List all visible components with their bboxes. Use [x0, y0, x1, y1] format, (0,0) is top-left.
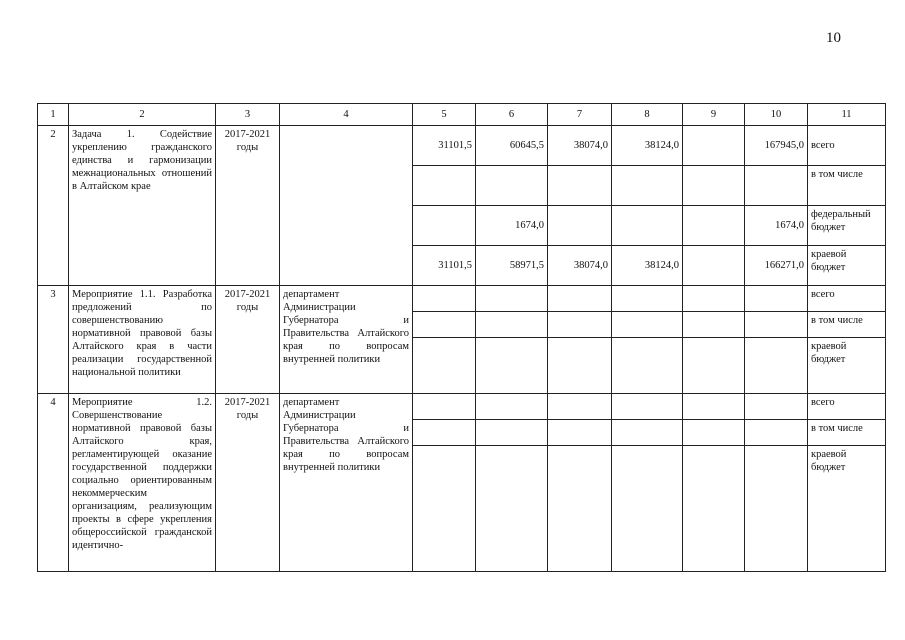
value-cell — [683, 166, 745, 206]
value-cell — [548, 206, 612, 246]
value-cell — [476, 420, 548, 446]
value-cell: 167945,0 — [745, 126, 808, 166]
executor — [280, 126, 413, 286]
measure-name: Мероприятие 1.2. Совершенствование нормативной правовой базы Алтайского края, регламентирующей оказание государственной поддержки социально ориентированным некоммерческим организациям, реализующим проекты в сфере укрепления общероссийской гражданской идентично- — [69, 394, 216, 572]
header-cell: 9 — [683, 104, 745, 126]
value-cell — [476, 394, 548, 420]
value-cell — [476, 312, 548, 338]
value-cell — [476, 446, 548, 572]
value-cell — [548, 394, 612, 420]
header-cell: 6 — [476, 104, 548, 126]
value-cell — [476, 286, 548, 312]
value-cell — [548, 166, 612, 206]
funding-source: всего — [808, 394, 886, 420]
value-cell — [745, 166, 808, 206]
header-cell: 3 — [216, 104, 280, 126]
table-row — [38, 394, 886, 420]
value-cell — [745, 420, 808, 446]
value-cell — [548, 338, 612, 394]
value-cell — [612, 446, 683, 572]
value-cell — [548, 312, 612, 338]
value-cell: 38074,0 — [548, 126, 612, 166]
value-cell: 1674,0 — [476, 206, 548, 246]
value-cell: 38124,0 — [612, 126, 683, 166]
header-cell: 11 — [808, 104, 886, 126]
funding-source: в том числе — [808, 420, 886, 446]
value-cell — [548, 286, 612, 312]
row-number: 3 — [38, 286, 69, 394]
value-cell — [683, 286, 745, 312]
value-cell — [683, 394, 745, 420]
funding-source: всего — [808, 126, 886, 166]
funding-source: краевой бюджет — [808, 246, 886, 286]
value-cell — [683, 446, 745, 572]
funding-source: федеральный бюджет — [808, 206, 886, 246]
funding-source: краевой бюджет — [808, 338, 886, 394]
row-number: 4 — [38, 394, 69, 572]
value-cell — [548, 420, 612, 446]
value-cell — [745, 312, 808, 338]
funding-source: краевой бюджет — [808, 446, 886, 572]
funding-source: в том числе — [808, 166, 886, 206]
value-cell — [612, 420, 683, 446]
executor: департамент Администрации Губернатора и Правительства Алтайского края по вопросам внутренней политики — [280, 394, 413, 572]
funding-source: в том числе — [808, 312, 886, 338]
header-cell: 5 — [413, 104, 476, 126]
value-cell — [413, 420, 476, 446]
executor: департамент Администрации Губернатора и Правительства Алтайского края по вопросам внутренней политики — [280, 286, 413, 394]
value-cell — [612, 338, 683, 394]
measure-name: Мероприятие 1.1. Разработка предложений по совершенствованию нормативной правовой базы Алтайского края в части реализации государственной национальной политики — [69, 286, 216, 394]
value-cell — [683, 420, 745, 446]
value-cell — [745, 446, 808, 572]
value-cell — [413, 446, 476, 572]
table-row — [38, 286, 886, 312]
value-cell — [476, 166, 548, 206]
value-cell — [476, 338, 548, 394]
value-cell — [413, 206, 476, 246]
value-cell: 58971,5 — [476, 246, 548, 286]
table-row — [38, 126, 886, 166]
value-cell — [612, 394, 683, 420]
value-cell — [683, 338, 745, 394]
period: 2017-2021 годы — [216, 394, 280, 572]
header-cell: 4 — [280, 104, 413, 126]
header-cell: 10 — [745, 104, 808, 126]
measure-name: Задача 1. Содействие укреплению гражданского единства и гармонизации межнациональных отношений в Алтайском крае — [69, 126, 216, 286]
value-cell — [413, 338, 476, 394]
row-number: 2 — [38, 126, 69, 286]
table-header-row — [38, 104, 886, 126]
value-cell — [745, 338, 808, 394]
value-cell: 38124,0 — [612, 246, 683, 286]
value-cell — [745, 394, 808, 420]
value-cell — [683, 126, 745, 166]
header-cell: 8 — [612, 104, 683, 126]
period: 2017-2021 годы — [216, 126, 280, 286]
header-cell: 7 — [548, 104, 612, 126]
value-cell — [683, 206, 745, 246]
value-cell — [683, 312, 745, 338]
value-cell — [612, 166, 683, 206]
value-cell — [548, 446, 612, 572]
value-cell: 38074,0 — [548, 246, 612, 286]
value-cell: 166271,0 — [745, 246, 808, 286]
value-cell — [745, 286, 808, 312]
value-cell — [413, 394, 476, 420]
value-cell — [413, 286, 476, 312]
value-cell — [683, 246, 745, 286]
value-cell: 1674,0 — [745, 206, 808, 246]
value-cell: 60645,5 — [476, 126, 548, 166]
program-table — [37, 103, 886, 572]
value-cell — [612, 312, 683, 338]
value-cell — [413, 312, 476, 338]
header-cell: 1 — [38, 104, 69, 126]
value-cell: 31101,5 — [413, 246, 476, 286]
header-cell: 2 — [69, 104, 216, 126]
value-cell — [612, 286, 683, 312]
page-number: 10 — [826, 30, 841, 46]
period: 2017-2021 годы — [216, 286, 280, 394]
value-cell: 31101,5 — [413, 126, 476, 166]
funding-source: всего — [808, 286, 886, 312]
value-cell — [413, 166, 476, 206]
value-cell — [612, 206, 683, 246]
